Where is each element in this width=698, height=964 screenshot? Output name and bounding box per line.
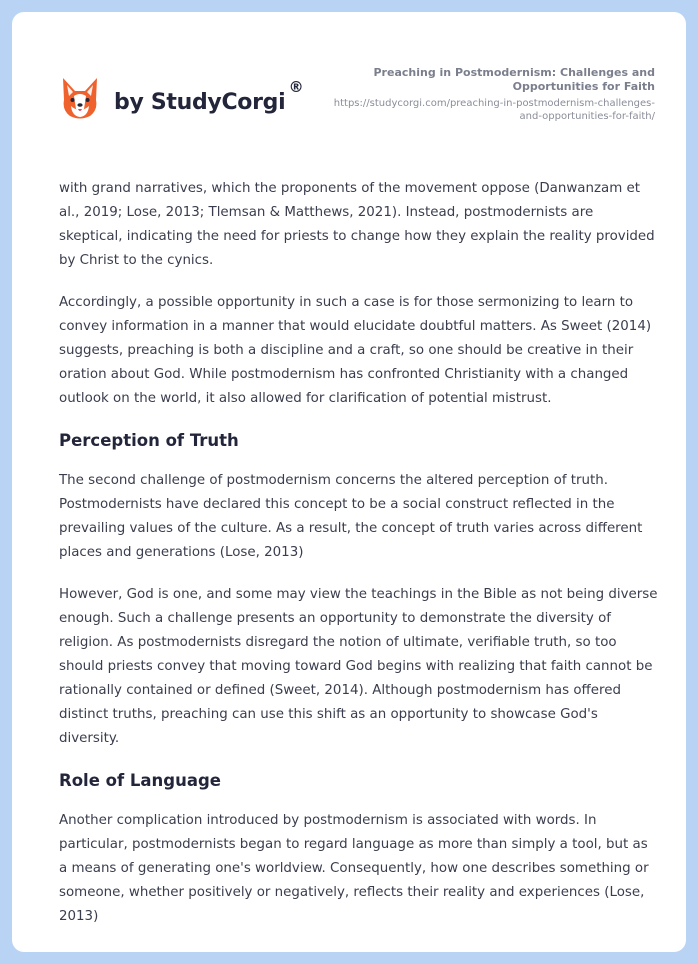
document-url[interactable]: https://studycorgi.com/preaching-in-postmodernism-challenges-and-opportunities-for-faith/ xyxy=(333,98,655,122)
brand-name: by StudyCorgi ® xyxy=(114,77,304,115)
paragraph: Accordingly, a possible opportunity in such a case is for those sermonizing to learn to convey information in a manner that would elucidate doubtful matters. As Sweet (2014) suggests, preaching is both a discipline and a craft, so one should be creative in their oration about God. While postmodernism has confronted Christianity with a changed outlook on the world, it also allowed for clarification of potential mistrust. xyxy=(59,295,652,406)
paragraph: with grand narratives, which the proponents of the movement oppose (Danwanzam et al., 2019; Lose, 2013; Tlemsan & Matthews, 2021). Instead, postmodernists are skeptical, indicating the need for priests to change how they explain the reality provided by Christ to the cynics. xyxy=(59,181,655,268)
section-heading-perception-of-truth: Perception of Truth xyxy=(59,431,239,450)
document-page xyxy=(12,12,686,952)
registered-mark: ® xyxy=(288,77,304,96)
corgi-icon xyxy=(60,76,100,120)
studycorgi-logo[interactable] xyxy=(60,76,304,120)
paragraph: However, God is one, and some may view the teachings in the Bible as not being diverse enough. Such a challenge presents an opportunity to demonstrate the diversity of religion. As postmodernists disregard the notion of ultimate, verifiable truth, so too should priests convey that moving toward God begins with realizing that faith cannot be rationally contained or defined (Sweet, 2014). Although postmodernism has offered distinct truths, preaching can use this shift as an opportunity to showcase God's diversity. xyxy=(59,587,658,746)
section-heading-role-of-language: Role of Language xyxy=(59,771,221,790)
paragraph: The second challenge of postmodernism concerns the altered perception of truth. Postmodernists have declared this concept to be a social construct reflected in the prevailing values of the culture. As a result, the concept of truth varies across different places and generations (Lose, 2013) xyxy=(59,473,643,560)
page-header xyxy=(12,12,686,162)
paragraph: Another complication introduced by postmodernism is associated with words. In particular, postmodernists began to regard language as more than simply a tool, but as a means of generating one's worldview. Consequently, how one describes something or someone, whether positively or negatively, reflects their reality and experiences (Lose, 2013) xyxy=(59,813,649,924)
document-meta xyxy=(325,66,655,123)
document-title: Preaching in Postmodernism: Challenges and Opportunities for Faith xyxy=(373,66,655,93)
article-body xyxy=(59,177,659,947)
